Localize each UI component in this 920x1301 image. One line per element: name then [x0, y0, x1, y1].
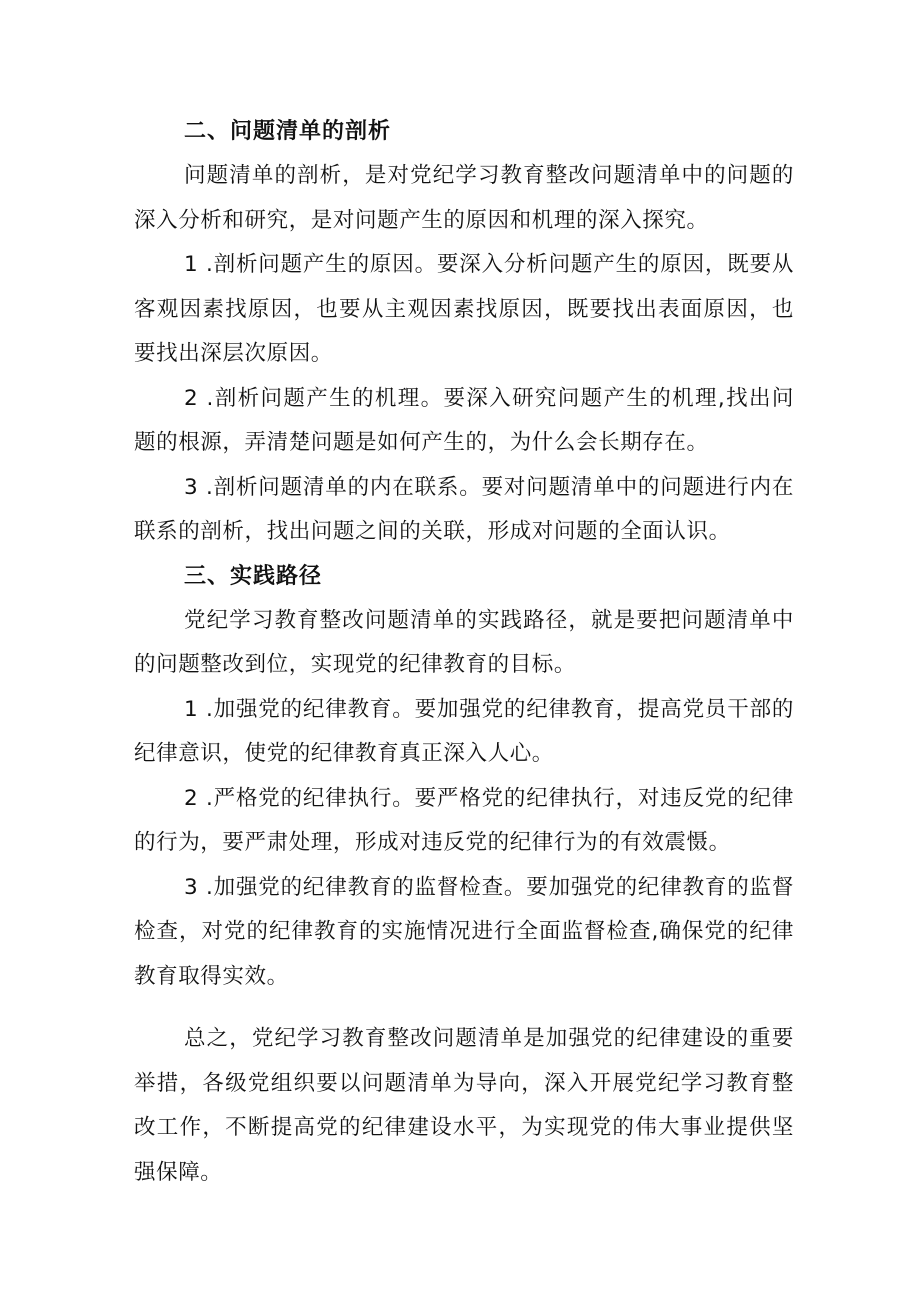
document-body [134, 110, 794, 1195]
practice-item-3: 3 .加强党的纪律教育的监督检查。要加强党的纪律教育的监督检查，对党的纪律教育的实施情况进行全面监督检查,确保党的纪律教育取得实效。 [134, 874, 794, 989]
analysis-item-3: 3 .剖析问题清单的内在联系。要对问题清单中的问题进行内在联系的剖析，找出问题之间的关联，形成对问题的全面认识。 [134, 474, 794, 544]
analysis-item-1: 1 .剖析问题产生的原因。要深入分析问题产生的原因，既要从客观因素找原因，也要从主观因素找原因，既要找出表面原因，也要找出深层次原因。 [134, 252, 794, 366]
conclusion-paragraph: 总之，党纪学习教育整改问题清单是加强党的纪律建设的重要举措，各级党组织要以问题清单为导向，深入开展党纪学习教育整改工作，不断提高党的纪律建设水平，为实现党的伟大事业提供坚强保障。 [134, 1026, 794, 1185]
section-intro-practice: 党纪学习教育整改问题清单的实践路径，就是要把问题清单中的问题整改到位，实现党的纪律教育的目标。 [134, 607, 794, 677]
practice-item-2: 2 .严格党的纪律执行。要严格党的纪律执行，对违反党的纪律的行为，要严肃处理，形成对违反党的纪律行为的有效震慑。 [134, 785, 794, 855]
section-heading-practice: 三、实践路径 [184, 563, 323, 589]
analysis-item-2: 2 .剖析问题产生的机理。要深入研究问题产生的机理,找出问题的根源，弄清楚问题是如何产生的，为什么会长期存在。 [134, 385, 794, 455]
section-heading-analysis: 二、问题清单的剖析 [184, 119, 392, 144]
section-intro-analysis: 问题清单的剖析，是对党纪学习教育整改问题清单中的问题的深入分析和研究，是对问题产生的原因和机理的深入探究。 [134, 163, 794, 233]
practice-item-1: 1 .加强党的纪律教育。要加强党的纪律教育，提高党员干部的纪律意识，使党的纪律教育真正深入人心。 [134, 696, 794, 766]
